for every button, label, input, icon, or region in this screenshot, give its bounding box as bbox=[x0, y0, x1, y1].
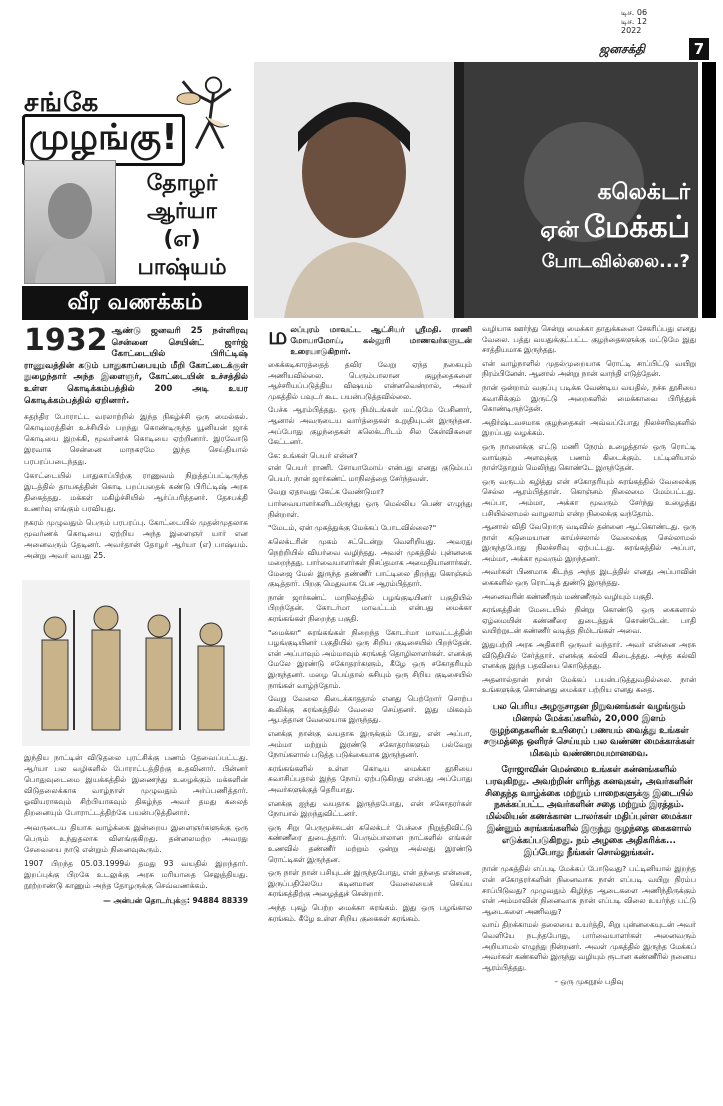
lead-text: லப்புரம் மாவட்ட ஆட்சியர் ஸ்ரீமதி. ராணி மோயாமோய், கல்லூரி மாணவர்களுடன் உரையாடுகிறார். bbox=[290, 325, 472, 356]
article-paragraph: வழியாக ஊர்ந்து சென்று மைக்கா தாதுக்களை சேகரிப்பது எனது வேலை. பத்து வயதுக்குட்பட்ட குழந்தைகளுக்கு மட்டுமே இது சாத்தியமாக இருந்தது. bbox=[482, 324, 696, 355]
feature-column-1 bbox=[268, 324, 472, 924]
page-header bbox=[0, 0, 723, 62]
issue-date bbox=[621, 8, 661, 35]
contact-line: — அன்பன் தொடர்புக்கு: 94884 88339 bbox=[103, 896, 248, 906]
article-paragraph: என் வாழ்நாளில் முதல்முறையாக ரொட்டி சாப்பிட்டு வயிறு நிரம்பினேன். ஆனால் அன்று நான் வாந்தி எடுத்தேன். bbox=[482, 358, 696, 379]
article-paragraph: நான் ஒன்றாம் வகுப்பு படிக்க வேண்டிய வயதில், நச்சு தூசியை சுவாசிக்கும் இருட்டு அறைகளில் மைக்காவை பிரித்துக் கொண்டிருந்தேன். bbox=[482, 382, 696, 414]
article-paragraph: அதனால்தான் நான் மேக்கப் பயன்படுத்துவதில்லை. நான் உங்களுக்கு சொன்னது மைக்கா பற்றிய எனது கதை. bbox=[482, 674, 696, 695]
article-paragraph: இந்திய நாட்டின் விடுதலை புரட்சிக்கு பணம் தேவைப்பட்டது. ஆர்யா பல வழிகளில் போராட்டத்திற்கு உதவினார். பின்னர் பொதுவுடைமை இயக்கத்தில் இணைந்து உழைக்கும் மக்களின் விடுதலைக்காக வாழ்நாள் முழுவதும் அர்ப்பணித்தார். ஓவியராகவும் சிற்பியாகவும் திகழ்ந்த அவர் தமது கலைத் திறனையும் போராட்டத்திற்கே பயன்படுத்தினார். bbox=[24, 753, 248, 818]
article-paragraph: கைக்கடிகாரத்தைத் தவிர வேறு ஏந்த நகையும் அணியவில்லை. பெரும்பாலான குழந்தைகளை ஆச்சரியப்படுத்திய விஷயம் என்னவென்றால், அவர் முகத்தில் பவுடர் கூட பயன்படுத்தவில்லை. bbox=[268, 360, 472, 401]
name-line: தோழர் bbox=[146, 171, 218, 196]
newspaper-brand: ஜனசக்தி bbox=[599, 42, 645, 56]
article-paragraph: சுதந்திர போராட்ட வரலாற்றில் இந்த நிகழ்ச்சி ஒரு மைல்கல். கொடிமரத்தின் உச்சியில் பறந்து கொண்டிருந்த யூனியன் ஜாக் கொடியை இறக்கி, மூவர்ணக் கொடியை ஏற்றினார். இரவோடு இரவாக சென்னை மாநகரமே இந்த செய்தியால் பரபரப்படைந்தது. bbox=[24, 412, 248, 466]
title-box: முழங்கு! bbox=[22, 114, 185, 166]
article-paragraph: பார்வையாளர்களிடமிருந்து ஒரு மெல்லிய பெண் எழுந்து நின்றாள். bbox=[268, 499, 472, 519]
article-paragraph: 1907 பிறந்த 05.03.1999ல் தமது 93 வயதில் இறந்தார். இறப்புக்கு பிறகே உடலுக்கு அரசு மரியாதை செலுத்தியது. நூற்றாண்டு காணும் அந்த தோழருக்கு செவ்வணக்கம். bbox=[24, 858, 248, 891]
answer: என் பெயர் ராணி. சோயாமோய் என்பது எனது குடும்பப் பெயர். நான் ஜார்கண்ட் மாநிலத்தை சேர்ந்தவள். bbox=[268, 463, 472, 483]
article-paragraph: ஆனால் விதி வேறொரு வடிவில் தன்னை ஆட்கொண்டது. ஒரு நாள் கடுமையான காய்ச்சலால் வேலைக்கு செல்லாமல் இருந்தபோது நிலச்சரிவு ஏற்பட்டது. சுரங்கத்தில் அப்பா, அம்மா, அக்கா மூவரும் இறந்தனர். bbox=[482, 522, 696, 563]
year-highlight: 1932 bbox=[24, 323, 108, 358]
drop-cap: ம bbox=[268, 322, 288, 350]
article-intro bbox=[24, 323, 248, 407]
question: வேறு ஏதாவது கேட்க வேண்டுமா? bbox=[268, 486, 385, 496]
headline-word: மேக்கப் bbox=[583, 210, 690, 245]
headline-word: ஏன் bbox=[540, 218, 579, 243]
article-paragraph: ஒரு நாள் நான் பசியுடன் இருந்தபோது, என் தந்தை என்னை, இருப்பதிலேயே கடினமான வேலையைச் செய்ய சுரங்கத்திற்கு அழைத்துச் சென்றார். bbox=[268, 868, 472, 899]
article-paragraph: இதுபற்றி அரசு அதிகாரி ஒருவர் வந்தார். அவர் என்னை அரசு விடுதியில் சேர்த்தார். எனக்கு கல்வி கிடைத்தது. அந்த கல்வி எனக்கு இந்த பதவியை கொடுத்தது. bbox=[482, 640, 696, 671]
article-paragraph: அந்த புகழ் பெற்ற மைக்கா சுரங்கம். இது ஒரு பழங்கால சுரங்கம். கீழே உள்ள சிறிய குகைகள் சுரங்கம். bbox=[268, 902, 472, 923]
article-paragraph: நான் ஜார்கண்ட் மாநிலத்தில் பழங்குடியினர் பகுதியில் பிறந்தேன். கோடர்மா மாவட்டம் என்பது மைக்கா சுரங்கங்கள் நிறைந்த பகுதி. bbox=[268, 592, 472, 624]
article-paragraph: "மைக்கா" சுரங்கங்கள் நிறைந்த கோடர்மா மாவட்டத்தின் பழங்குடியினர் பகுதியில் ஒரு சிறிய குடிசையில் பிறந்தேன். என் அப்பாவும் அம்மாவும் சுரங்கத் தொழிலாளர்கள். எனக்கு மேலே இரண்டு சகோதரர்களும், கீழே ஒரு சகோதரியும் இருந்தனர். மழை பெய்தால் கசியும் ஒரு சிறிய குடிசையில் நாங்கள் வாழ்ந்தோம். bbox=[268, 627, 472, 690]
article-paragraph: ஒரு வருடம் கழித்து என் சகோதரியும் சுரங்கத்தில் வேலைக்கு செல்ல ஆரம்பித்தாள். கொஞ்சம் நிலைமை மேம்பட்டது. அப்பா, அம்மா, அக்கா மூவரும் சேர்ந்து உழைத்து பசியில்லாமல் வாழலாம் என்ற நிலைக்கு வந்தோம். bbox=[482, 476, 696, 518]
photo-edge-bar bbox=[702, 62, 716, 318]
tribute-article-top bbox=[24, 323, 248, 561]
drummer-illustration-icon bbox=[150, 64, 254, 160]
article-paragraph: ஒரு சிறு பெருமூச்சுடன் கலெக்டர் பேச்சை நிறுத்திவிட்டு கண்ணீரை துடைத்தார். பெரும்பாலான நாட்களில் எங்கள் உணவில் தண்ணீர் மற்றும் ஒன்று அல்லது இரண்டு ரொட்டிகள் இருந்தன. bbox=[268, 822, 472, 864]
portrait-icon bbox=[25, 161, 115, 283]
article-paragraph: நான் முகத்தில் எப்படி மேக்கப் போடுவது? பட்டினியால் இறந்த என் சகோதரர்களின் நினைவாக நான் எப்படி வயிறு நிரம்ப சாப்பிடுவது? முழுவதும் கிழிந்த ஆடைகளை அணிந்திருக்கும் என் அம்மாவின் நினைவாக நான் எப்படி விலை உயர்ந்த பட்டு ஆடைகளை அணிவது? bbox=[482, 864, 696, 916]
article-paragraph: சுரங்கத்தின் மேடையில் நின்று கொண்டு ஒரு கைகளால் ஏழ்மையின் கண்ணீரை துடைத்துக் கொண்டேன். பாதி வயிற்றுடன் கண்ணீர் வடித்த நிமிடங்கள் அவை. bbox=[482, 605, 696, 636]
article-paragraph: கோட்டையில் பாதுகாப்பிற்கு ராணுவம் நிறுத்தப்பட்டிருந்த இடத்தில் தாயகத்தின் கொடி பறப்பதைக் கண்டு பிரிட்டிஷ் அரசு திகைத்தது. மக்கள் மகிழ்ச்சியில் ஆர்ப்பரித்தனர். தேசபக்தி உணர்வு எங்கும் பரவியது. bbox=[24, 470, 248, 513]
article-paragraph: பேச்சு ஆரம்பித்தது. ஒரு நிமிடங்கள் மட்டுமே பேசினார், ஆனால் அவருடைய வார்த்தைகள் உறுதியுடன் இருந்தன. அப்போது குழந்தைகள் கலெக்டரிடம் சில கேள்விகளை கேட்டனர். bbox=[268, 405, 472, 447]
page-number: 7 bbox=[689, 38, 709, 60]
date-line: டிச. 12 bbox=[621, 17, 648, 26]
article-paragraph: "மேடம், ஏன் முகத்துக்கு மேக்கப் போடவில்லை?" bbox=[268, 523, 437, 533]
feature-column-2 bbox=[482, 324, 696, 988]
article-paragraph: எனக்கு ஐந்து வயதாக இருந்தபோது, என் சகோதரர்கள் நோயால் இறந்துவிட்டனர். bbox=[268, 798, 472, 819]
article-paragraph: அவர்கள் பிணமாக கிடந்த அந்த இடத்தில் எனது அப்பாவின் கைகளில் ஒரு ரொட்டித் துண்டு இருந்தது. bbox=[482, 567, 696, 588]
question: கே: உங்கள் பெயர் என்ன? bbox=[268, 450, 358, 460]
soldiers-illustration bbox=[22, 580, 250, 746]
article-paragraph: எனக்கு நான்கு வயதாக இருக்கும் போது, என் அப்பா, அம்மா மற்றும் இரண்டு சகோதரர்களும் பல்வேறு நோய்களால் படுத்த படுக்கையாக இருந்தனர். bbox=[268, 729, 472, 760]
headline-line: போடவில்லை...? bbox=[541, 251, 690, 272]
headline-line bbox=[470, 210, 690, 249]
name-line: (எ) bbox=[163, 227, 201, 252]
comrade-name bbox=[118, 170, 246, 282]
article-paragraph: ஒரு நாளைக்கு எட்டு மணி நேரம் உழைத்தால் ஒரு ரொட்டி வாங்கும் அளவுக்கு பணம் கிடைக்கும். பட்டினியால் நாள்தோறும் மெலிந்து கொண்டே இருந்தேன். bbox=[482, 441, 696, 473]
article-paragraph: அதிர்ஷ்டவசமாக குழந்தைகள் அவ்வப்போது நிலச்சரிவுகளில் இறப்பது வழக்கம். bbox=[482, 417, 696, 438]
name-line: ஆர்யா bbox=[147, 199, 217, 224]
lead-paragraph bbox=[268, 324, 472, 357]
column-title-top: சங்கே bbox=[24, 88, 100, 118]
highlight-box: பல பெரிய அழகுசாதன நிறுவனங்கள் வழங்கும் மினரல் மேக்கப்களில், 20,000 இளம் குழந்தைகளின் உயிரைப் பணயம் வைத்து உங்கள் சருமத்தை ஒளிரச் செய்யும் பல வண்ண மைக்காக்கள் மிகவும் வண்ணமயமானவை. bbox=[483, 702, 695, 760]
tribute-banner: வீர வணக்கம் bbox=[22, 286, 248, 320]
article-paragraph: வேறு வேலை கிடைக்காததால் எனது பெற்றோர் சொற்ப கூலிக்கு சுரங்கத்தில் வேலை செய்தனர். இது மிகவும் ஆபத்தான வேலையாக இருந்தது. bbox=[268, 694, 472, 725]
portrait-photo bbox=[24, 160, 116, 284]
article-paragraph: அனைவரின் கண்ணீரும் மண்ணீரும் வழியும் பகுதி. bbox=[482, 591, 654, 601]
article-paragraph: வாய் திறக்காமல் தலையை உயர்த்தி, சிறு புன்னகையுடன் அவர் வெளியே நடந்தபோது, பார்வையாளர்கள் அனைவரும் அறியாமல் எழுந்து நின்றனர். அவள் முகத்தில் இருந்த மேக்கப் அவர்கள் கண்களில் இருந்து வழியும் ரூடான கண்ணீரில் நனைய ஆரம்பித்தது. bbox=[482, 920, 696, 972]
article-paragraph: நகரம் முழுவதும் பெரும் பரபரப்பு. கோட்டையில் முதன்முதலாக மூவர்ணக் கொடியை ஏற்றிய அந்த இளைஞர் யார் என அனைவரும் தேடினர். அவர்தான் தோழர் ஆர்யா (எ) பாஷ்யம். அன்று அவர் வயது 25. bbox=[24, 518, 248, 561]
intro-text: ஆண்டு ஜனவரி 25 நள்ளிரவு சென்னை செயின்ட் ஜார்ஜ் கோட்டையில் பிரிட்டிஷ் ராணுவத்தின் கடும் பாதுகாப்பையும் மீறி கோட்டைக்குள் நுழைந்தார் அந்த இளைஞர், கோட்டையின் உச்சத்தில் உள்ள கொடிக்கம்பத்தில் 200 அடி உயர கொடிக்கம்பத்தில் ஏறினார். bbox=[24, 326, 248, 406]
tribute-article-bottom bbox=[24, 752, 248, 906]
name-line: பாஷ்யம் bbox=[137, 255, 227, 280]
signoff: – ஒரு முகநூல் பதிவு bbox=[554, 977, 624, 987]
soldiers-icon bbox=[22, 580, 250, 746]
date-line: டிச. 06 bbox=[621, 8, 648, 17]
highlight-box: ரோஜாவின் மென்மை உங்கள் கன்னங்களில் பரவுகிறது. அவற்றின் எரிந்த கனவுகள், அவர்களின் சிதைந்த வாழ்க்கை மற்றும் பாறைகளுக்கு இடையில் நசுக்கப்பட்ட அவர்களின் சதை மற்றும் இரத்தம். மில்லியன் கணக்கான டாலர்கள் மதிப்புள்ள மைக்கா இன்னும் சுரங்கங்களில் இருந்து குழந்தை கைகளால் எடுக்கப்படுகிறது. நம் அழகை அதிகரிக்க... இப்போது நீங்கள் சொல்லுங்கள். bbox=[485, 764, 693, 858]
headline-line: கலெக்டர் bbox=[597, 180, 690, 205]
date-line: 2022 bbox=[621, 26, 642, 35]
article-paragraph: கலெக்டரின் முகம் சட்டென்று வெளிறியது. அவரது நெற்றியில் வியர்வை வழிந்தது. அவள் முகத்தில் புன்னகை மறைந்தது. பார்வையாளர்கள் நிசப்தமாக அமைதியானார்கள். மேஜை மேல் இருந்த தண்ணீர் பாட்டிலை திறந்து கொஞ்சம் குடித்தார். பிறகு மெதுவாக பேச ஆரம்பித்தார். bbox=[268, 536, 472, 589]
article-paragraph: அவருடைய தியாக வாழ்க்கை இன்றைய இளைஞர்களுக்கு ஒரு பெரும் உந்துதலாக விளங்குகிறது. தன்னலமற்ற அவரது சேவையை நாடு என்றும் நினைவுகூரும். bbox=[24, 822, 248, 854]
article-paragraph: சுரங்கங்களில் உள்ள கொடிய மைக்கா தூசியை சுவாசிப்பதால் இந்த நோய் ஏற்படுகிறது என்பது அப்போது அவர்களுக்குத் தெரியாது. bbox=[268, 763, 472, 794]
feature-headline bbox=[470, 180, 690, 274]
